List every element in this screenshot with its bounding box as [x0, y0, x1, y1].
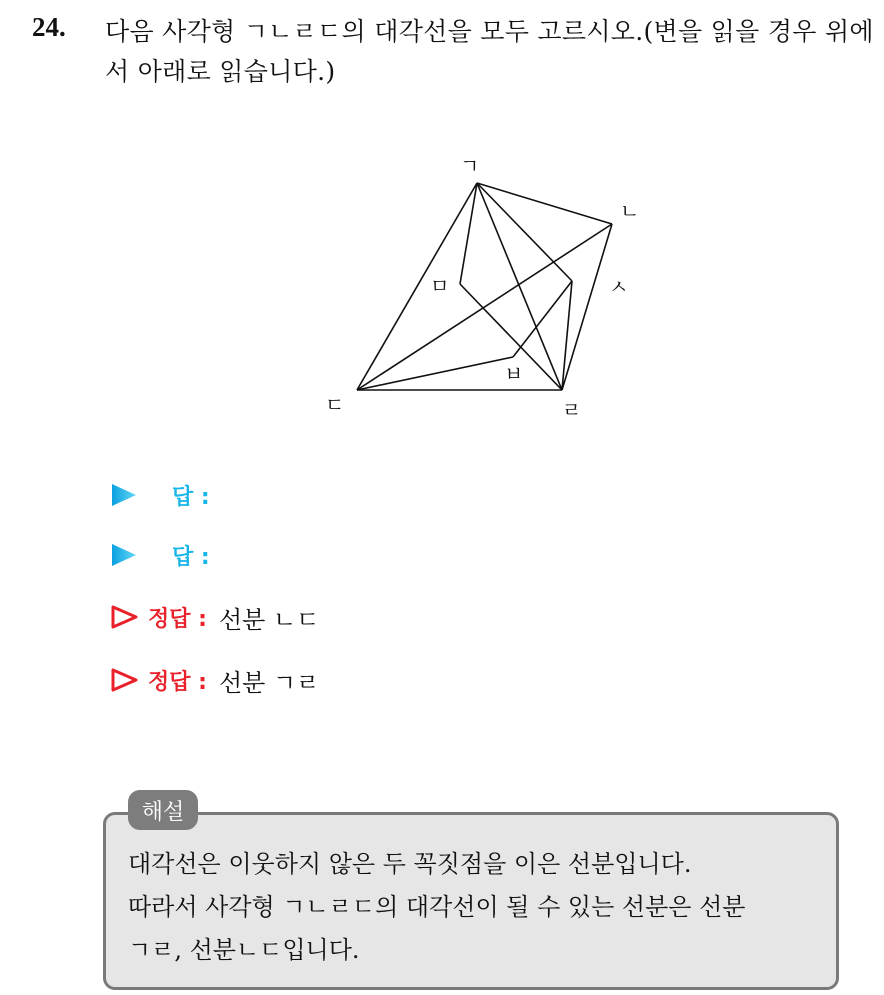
- correct-answer-label: 정답 :: [148, 669, 207, 695]
- solution-line: ㄱㄹ, 선분ㄴㄷ입니다.: [128, 936, 360, 964]
- quadrilateral-diagram: [0, 0, 884, 470]
- correct-answer-value: 선분 ㄱㄹ: [218, 668, 320, 697]
- label-mieum: ㅁ: [430, 274, 450, 298]
- solution-line: 따라서 사각형 ㄱㄴㄹㄷ의 대각선이 될 수 있는 선분은 선분: [128, 893, 746, 921]
- outline-triangle-icon: [110, 665, 140, 695]
- outline-triangle-icon: [110, 602, 140, 632]
- filled-triangle-icon: [110, 540, 140, 570]
- segment-bieup-digeut: [357, 357, 513, 390]
- side-digeut-giyeok: [357, 183, 477, 390]
- label-rieul: ㄹ: [562, 398, 582, 422]
- correct-answer-value: 선분 ㄴㄷ: [218, 605, 320, 634]
- label-nieun: ㄴ: [620, 199, 640, 223]
- answer-label: 답 :: [172, 544, 210, 570]
- question-text: 다음 사각형 ㄱㄴㄹㄷ의 대각선을 모두 고르시오.(변을 읽을 경우 위에서 아래로 읽습니다.): [105, 17, 874, 86]
- label-digeut: ㄷ: [325, 393, 345, 417]
- answer-row-1: [110, 478, 222, 512]
- correct-answer-label: 정답 :: [148, 606, 207, 632]
- correct-answer-row-1: [110, 600, 319, 634]
- correct-answer-row-2: [110, 663, 319, 697]
- filled-triangle-icon: [110, 480, 140, 510]
- solution-line: 대각선은 이웃하지 않은 두 꼭짓점을 이은 선분입니다.: [128, 850, 692, 878]
- diagonal-giyeok-rieul: [477, 183, 562, 390]
- diagonal-nieun-digeut: [357, 224, 612, 390]
- answer-label: 답 :: [172, 484, 210, 510]
- solution-text: [128, 843, 838, 972]
- question-number: 24.: [32, 12, 66, 42]
- label-siot: ㅅ: [609, 275, 629, 299]
- solution-tab: 해설: [128, 790, 198, 830]
- answer-row-2: [110, 538, 222, 572]
- label-bieup: ㅂ: [504, 362, 524, 386]
- label-giyeok: ㄱ: [460, 154, 480, 178]
